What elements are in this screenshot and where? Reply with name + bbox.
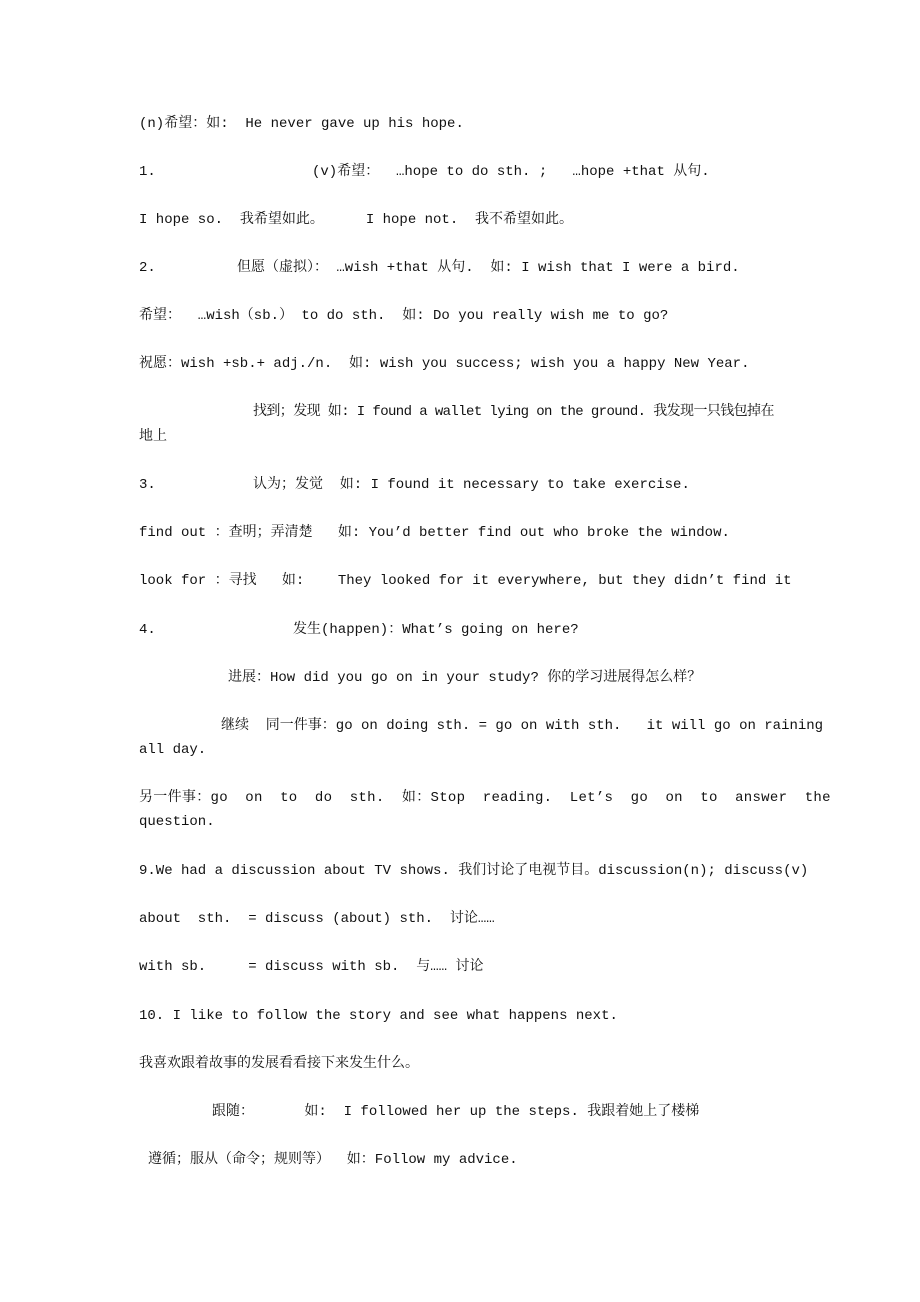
text-line: 我喜欢跟着故事的发展看看接下来发生什么。 xyxy=(139,1056,419,1072)
text-line: 跟随： 如: I followed her up the steps. 我跟着她上了楼梯 xyxy=(212,1104,700,1120)
text-line-continued: all day. xyxy=(139,742,207,758)
text-line: 希望： …wish（sb.） to do sth. 如: Do you really wish me to go? xyxy=(139,308,669,324)
text-line: 找到；发现 如: I found a wallet lying on the ground. 我发现一只钱包掉在 xyxy=(253,404,774,420)
text-line: 认为；发觉 如: I found it necessary to take exercise. xyxy=(253,477,690,493)
text-line: find out ：查明；弄清楚 如: You’d better find out who broke the window. xyxy=(139,525,730,541)
text-line: 但愿（虚拟）： …wish +that 从句. 如: I wish that I were a bird. xyxy=(237,260,740,276)
item-number: 4. xyxy=(139,622,156,638)
text-line: about sth. = discuss (about) sth. 讨论…… xyxy=(139,911,495,927)
text-line: 发生(happen)：What’s going on here? xyxy=(293,622,579,638)
text-line: 10. I like to follow the story and see what happens next. xyxy=(139,1008,618,1024)
item-number: 2. xyxy=(139,260,156,276)
text-line-continued: question. xyxy=(139,814,215,830)
text-line: (v)希望： …hope to do sth. ; …hope +that 从句. xyxy=(312,164,710,180)
text-line: with sb. = discuss with sb. 与…… 讨论 xyxy=(139,959,484,975)
text-line: 遵循；服从（命令；规则等） 如：Follow my advice. xyxy=(148,1152,518,1168)
text-line: 祝愿：wish +sb.+ adj./n. 如: wish you success; wish you a happy New Year. xyxy=(139,356,750,372)
text-line: 另一件事：go on to do sth. 如：Stop reading. Let’s go on to answer the xyxy=(139,790,831,806)
text-line: (n)希望：如: He never gave up his hope. xyxy=(139,116,464,132)
item-number: 1. xyxy=(139,164,156,180)
text-line: I hope so. 我希望如此。 I hope not. 我不希望如此。 xyxy=(139,212,574,228)
text-line: look for ：寻找 如: They looked for it everywhere, but they didn’t find it xyxy=(139,573,792,589)
text-line: 进展：How did you go on in your study? 你的学习进展得怎么样？ xyxy=(228,670,702,686)
text-line: 9.We had a discussion about TV shows. 我们讨论了电视节目。discussion(n); discuss(v) xyxy=(139,863,809,879)
text-line: 继续 同一件事：go on doing sth. = go on with sth. it will go on raining xyxy=(221,718,824,734)
item-number: 3. xyxy=(139,477,156,493)
text-line-continued: 地上 xyxy=(139,429,167,445)
